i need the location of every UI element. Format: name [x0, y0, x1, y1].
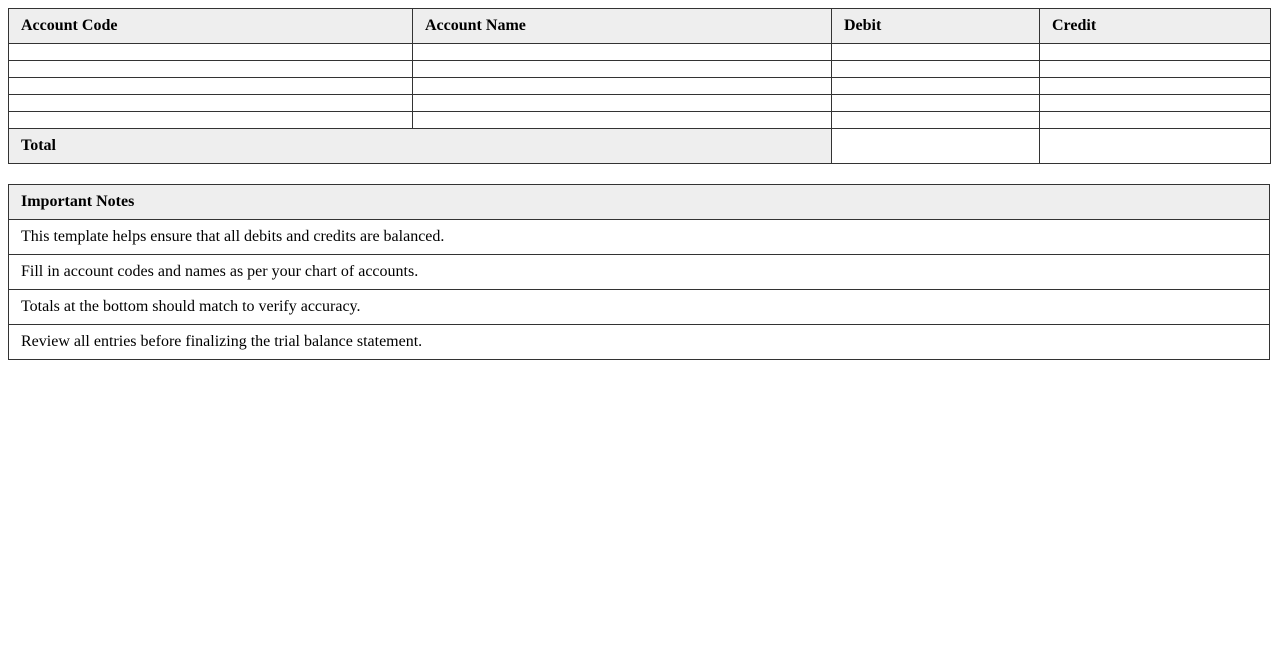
note-row: [9, 220, 1270, 255]
table-header-row: [9, 9, 1271, 44]
credit-header: Credit: [1040, 9, 1271, 44]
trial-balance-table: [8, 8, 1271, 164]
note-item: This template helps ensure that all debits and credits are balanced.: [9, 220, 1270, 255]
note-row: [9, 290, 1270, 325]
note-row: [9, 255, 1270, 290]
credit-cell[interactable]: [1040, 44, 1271, 61]
note-item: Totals at the bottom should match to verify accuracy.: [9, 290, 1270, 325]
account-code-cell[interactable]: [9, 44, 413, 61]
account-name-cell[interactable]: [413, 95, 832, 112]
account-name-cell[interactable]: [413, 78, 832, 95]
total-row: [9, 129, 1271, 164]
total-credit-cell[interactable]: [1040, 129, 1271, 164]
notes-title: Important Notes: [9, 185, 1270, 220]
debit-cell[interactable]: [832, 78, 1040, 95]
account-code-cell[interactable]: [9, 95, 413, 112]
credit-cell[interactable]: [1040, 112, 1271, 129]
debit-cell[interactable]: [832, 112, 1040, 129]
table-row: [9, 78, 1271, 95]
note-item: Review all entries before finalizing the trial balance statement.: [9, 325, 1270, 360]
notes-header-row: [9, 185, 1270, 220]
important-notes-table: [8, 184, 1270, 360]
account-code-header: Account Code: [9, 9, 413, 44]
credit-cell[interactable]: [1040, 61, 1271, 78]
credit-cell[interactable]: [1040, 78, 1271, 95]
note-row: [9, 325, 1270, 360]
account-name-cell[interactable]: [413, 44, 832, 61]
total-label: Total: [9, 129, 832, 164]
table-row: [9, 61, 1271, 78]
table-row: [9, 44, 1271, 61]
debit-cell[interactable]: [832, 61, 1040, 78]
account-code-cell[interactable]: [9, 112, 413, 129]
account-code-cell[interactable]: [9, 78, 413, 95]
account-name-cell[interactable]: [413, 61, 832, 78]
debit-header: Debit: [832, 9, 1040, 44]
table-row: [9, 112, 1271, 129]
account-code-cell[interactable]: [9, 61, 413, 78]
note-item: Fill in account codes and names as per your chart of accounts.: [9, 255, 1270, 290]
total-debit-cell[interactable]: [832, 129, 1040, 164]
debit-cell[interactable]: [832, 44, 1040, 61]
credit-cell[interactable]: [1040, 95, 1271, 112]
debit-cell[interactable]: [832, 95, 1040, 112]
document-body: [8, 8, 1270, 360]
account-name-cell[interactable]: [413, 112, 832, 129]
account-name-header: Account Name: [413, 9, 832, 44]
table-row: [9, 95, 1271, 112]
